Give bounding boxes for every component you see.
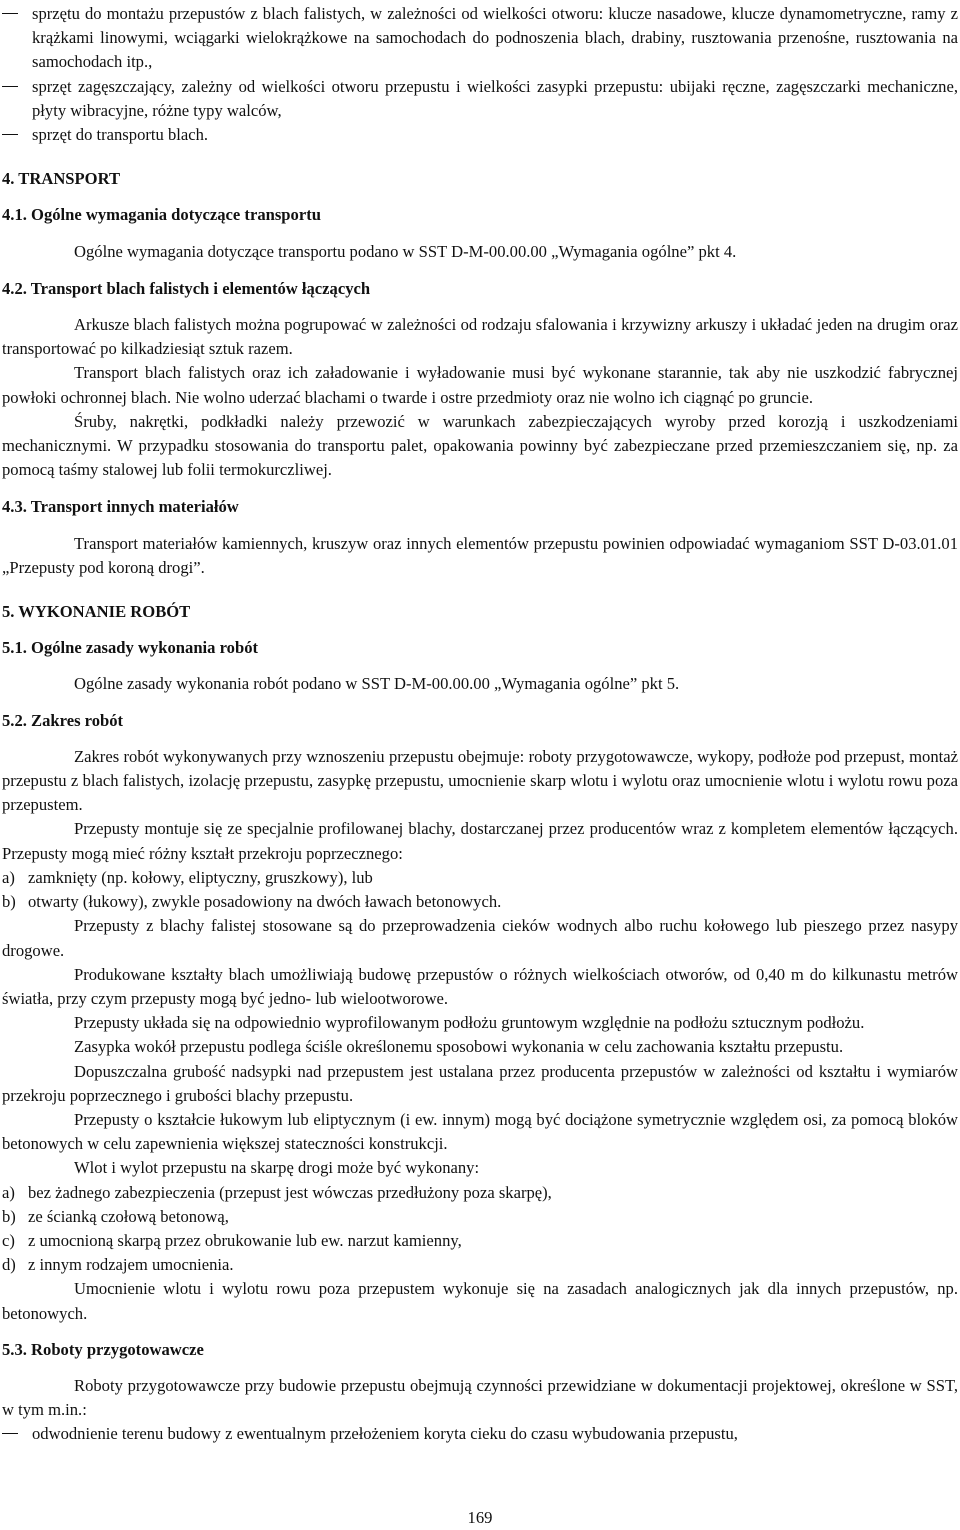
paragraph: Wlot i wylot przepustu na skarpę drogi może być wykonany: bbox=[74, 1158, 480, 1178]
paragraph: Transport materiałów kamiennych, kruszyw oraz innych elementów przepustu powinien odpowiadać wymaganiom SST D-03.01.01 „Przepusty pod koroną drogi”. bbox=[2, 533, 958, 577]
list-letter: d) bbox=[2, 1255, 16, 1275]
list-item bbox=[2, 1205, 958, 1229]
list-text: otwarty (łukowy), zwykle posadowiony na dwóch ławach betonowych. bbox=[28, 892, 502, 912]
paragraph: Przepusty montuje się ze specjalnie profilowanej blachy, dostarczanej przez producentów wraz z kompletem elementów łączących. Przepusty mogą mieć różny kształt przekroju poprzecznego: bbox=[2, 819, 958, 863]
section-heading-4-1: 4.1. Ogólne wymagania dotyczące transportu bbox=[2, 205, 321, 225]
list-text: z innym rodzajem umocnienia. bbox=[28, 1255, 234, 1275]
list-letter: a) bbox=[2, 867, 15, 887]
list-letter: c) bbox=[2, 1230, 15, 1250]
list-item bbox=[2, 890, 958, 914]
paragraph: Śruby, nakrętki, podkładki należy przewozić w warunkach zabezpieczających wyroby przed korozją i uszkodzeniami mechanicznymi. W przypadku stosowania do transportu palet, opakowania powinny być zabezpieczane przed przemieszczaniem się, np. za pomocą taśmy stalowej lub folii termokurczliwej. bbox=[2, 411, 958, 480]
list-letter: b) bbox=[2, 892, 16, 912]
paragraph: Roboty przygotowawcze przy budowie przepustu obejmują czynności przewidziane w dokumentacji projektowej, określone w SST, w tym m.in.: bbox=[2, 1375, 958, 1420]
list-item bbox=[2, 866, 958, 890]
list-text: z umocnioną skarpą przez obrukowanie lub ew. narzut kamienny, bbox=[28, 1230, 462, 1250]
list-text: ze ścianką czołową betonową, bbox=[28, 1206, 229, 1226]
paragraph: Przepusty z blachy falistej stosowane są do przeprowadzenia cieków wodnych albo ruchu kołowego lub pieszego przez nasypy drogowe. bbox=[2, 916, 958, 960]
section-heading-4-2: 4.2. Transport blach falistych i elementów łączących bbox=[2, 278, 371, 298]
paragraph: Zakres robót wykonywanych przy wznoszeniu przepustu obejmuje: roboty przygotowawcze, wykopy, podłoże pod przepust, montaż przepustu z blach falistych, izolację przepustu, zasypkę przepustu, umocnienie skarp wlotu i wylotu oraz umocnienie wlotu i wylotu rowu poza przepustem. bbox=[2, 746, 958, 815]
paragraph: Produkowane kształty blach umożliwiają budowę przepustów o różnych wielkościach otworów, od 0,40 m do kilkunastu metrów światła, przy czym przepusty mogą być jedno- lub wielootworowe. bbox=[2, 964, 958, 1008]
paragraph: Przepusty układa się na odpowiednio wyprofilowanym podłożu gruntowym względnie na podłożu sztucznym podłożu. bbox=[74, 1013, 865, 1033]
paragraph: Dopuszczalna grubość nadsypki nad przepustem jest ustalana przez producenta przepustów w zależności od kształtu i wymiarów przekroju poprzecznego i grubości blachy przepustu. bbox=[2, 1061, 958, 1105]
section-heading-4: 4. TRANSPORT bbox=[2, 169, 121, 189]
paragraph: Przepusty o kształcie łukowym lub eliptycznym (i ew. innym) mogą być dociążone symetrycznie względem osi, za pomocą bloków betonowych w celu zapewnienia większej stateczności konstrukcji. bbox=[2, 1109, 958, 1154]
paragraph: Umocnienie wlotu i wylotu rowu poza przepustem wykonuje się na zasadach analogicznych jak dla innych przepustów, np. betonowych. bbox=[2, 1279, 958, 1323]
list-item: sprzętu do montażu przepustów z blach falistych, w zależności od wielkości otworu: klucze nasadowe, klucze dynamometryczne, ramy z krążkami linowymi, wciągarki wielokrążkowe na samochodach do podnoszenia blach, drabiny, rusztowania przenośne, rusztowania na samochodach itp., bbox=[2, 2, 958, 75]
section-heading-5-3: 5.3. Roboty przygotowawcze bbox=[2, 1339, 204, 1359]
paragraph: Ogólne zasady wykonania robót podano w SST D-M-00.00.00 „Wymagania ogólne” pkt 5. bbox=[74, 674, 680, 694]
section-heading-5: 5. WYKONANIE ROBÓT bbox=[2, 602, 191, 622]
paragraph: Zasypka wokół przepustu podlega ściśle określonemu sposobowi wykonania w celu zachowania kształtu przepustu. bbox=[74, 1037, 844, 1057]
page-number: 169 bbox=[467, 1508, 493, 1527]
section-heading-5-2: 5.2. Zakres robót bbox=[2, 710, 124, 730]
paragraph: Ogólne wymagania dotyczące transportu podano w SST D-M-00.00.00 „Wymagania ogólne” pkt 4. bbox=[74, 241, 737, 261]
list-item: odwodnienie terenu budowy z ewentualnym przełożeniem koryta cieku do czasu wybudowania przepustu, bbox=[2, 1422, 958, 1446]
list-item: sprzęt zagęszczający, zależny od wielkości otworu przepustu i wielkości zasypki przepustu: ubijaki ręczne, zagęszczarki mechaniczne, płyty wibracyjne, różne typy walców, bbox=[2, 75, 958, 123]
paragraph: Transport blach falistych oraz ich załadowanie i wyładowanie musi być wykonane starannie, tak aby nie uszkodzić fabrycznej powłoki ochronnej blach. Nie wolno uderzać blachami o twarde i ostre przedmioty oraz nie wolno ich ciągnąć po gruncie. bbox=[2, 363, 958, 407]
list-text: bez żadnego zabezpieczenia (przepust jest wówczas przedłużony poza skarpę), bbox=[28, 1182, 552, 1202]
list-item bbox=[2, 1253, 958, 1277]
paragraph: Arkusze blach falistych można pogrupować w zależności od rodzaju sfalowania i krzywizny arkuszy i układać jeden na drugim oraz transportować po kilkadziesiąt sztuk razem. bbox=[2, 315, 958, 359]
section-heading-5-1: 5.1. Ogólne zasady wykonania robót bbox=[2, 638, 259, 658]
list-letter: a) bbox=[2, 1182, 15, 1202]
list-letter: b) bbox=[2, 1206, 16, 1226]
list-item bbox=[2, 1181, 958, 1205]
list-item: sprzęt do transportu blach. bbox=[2, 123, 958, 147]
section-heading-4-3: 4.3. Transport innych materiałów bbox=[2, 497, 239, 517]
list-item bbox=[2, 1229, 958, 1253]
list-text: zamknięty (np. kołowy, eliptyczny, gruszkowy), lub bbox=[28, 867, 373, 887]
equipment-list bbox=[2, 2, 958, 147]
